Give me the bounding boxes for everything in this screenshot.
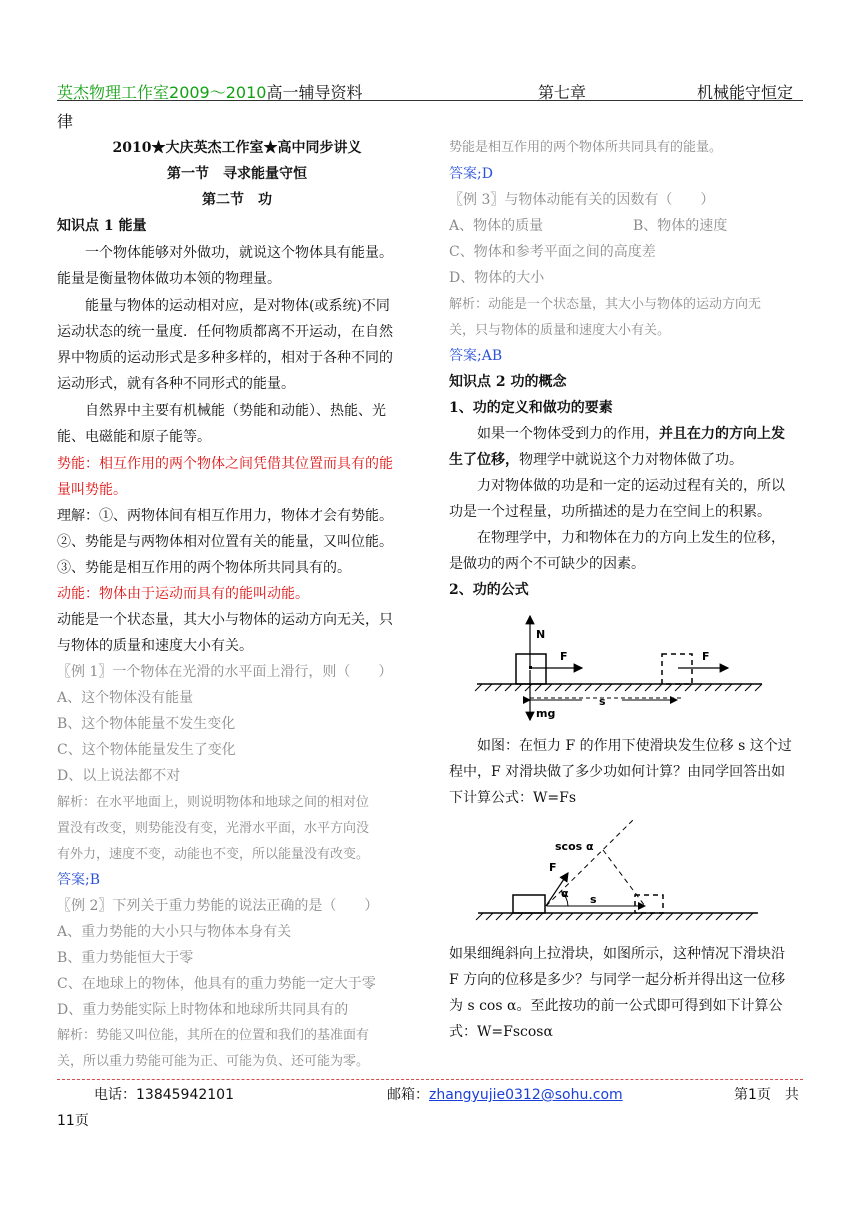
para-3a: 自然界中主要有机械能（势能和动能）、热能、光 — [85, 403, 386, 419]
label-force: F — [549, 861, 557, 874]
example-3-option-d: D、物体的大小 — [449, 270, 545, 286]
figure-inclined-force — [473, 815, 763, 927]
formula-para-1b: 程中，F 对滑块做了多少功如何计算？由同学回答出如 — [449, 764, 786, 780]
example-3-solution-2: 关，只与物体的质量和速度大小有关。 — [449, 323, 671, 338]
heading-work-definition: 1、功的定义和做功的要素 — [449, 400, 613, 416]
understand-1: 理解：①、两物体间有相互作用力，物体才会有势能。 — [57, 508, 393, 524]
example-2-solution-cont: 势能是相互作用的两个物体所共同具有的能量。 — [449, 140, 723, 155]
para-2c: 界中物质的运动形式是多种多样的，相对于各种不同的 — [57, 350, 393, 366]
work-para-1a-pre: 如果一个物体受到力的作用， — [477, 426, 659, 442]
def-potential-a: 势能：相互作用的两个物体之间凭借其位置而具有的能 — [57, 456, 393, 472]
label-projection: scos α — [555, 840, 594, 853]
header-topic: 机械能守恒定 — [697, 83, 794, 102]
heading-work-formula: 2、功的公式 — [449, 582, 529, 598]
footer-page: 第1页 共 — [734, 1087, 799, 1103]
work-para-1a-bold: 并且在力的方向上发 — [659, 426, 785, 442]
header-studio-name: 英杰物理工作室 — [57, 83, 170, 102]
label-angle: α — [561, 887, 569, 900]
example-3-option-b: B、物体的速度 — [633, 218, 728, 234]
para-3b: 能、电磁能和原子能等。 — [57, 429, 211, 445]
example-2-option-d: D、重力势能实际上时物体和地球所共同具有的 — [57, 1002, 349, 1018]
example-1-option-d: D、以上说法都不对 — [57, 768, 181, 784]
example-3-question: 〖例 3〗与物体动能有关的因数有（ ） — [449, 192, 715, 208]
label-force-final: F — [702, 650, 710, 663]
label-normal-force: N — [536, 628, 546, 641]
figure-horizontal-force — [472, 608, 772, 726]
header-subject: 高一辅导资料 — [266, 83, 363, 102]
example-1-option-c: C、这个物体能量发生了变化 — [57, 742, 236, 758]
example-1-option-a: A、这个物体没有能量 — [57, 690, 194, 706]
formula-para-1c: 下计算公式：W=Fs — [449, 790, 577, 806]
para-2b: 运动状态的统一量度．任何物质都离不开运动，在自然 — [57, 324, 393, 340]
header-years: 2009～2010 — [169, 83, 267, 102]
footer-email-label: 邮箱： — [387, 1087, 429, 1103]
def-kinetic: 动能：物体由于运动而具有的能叫动能。 — [57, 586, 309, 602]
example-1-solution-3: 有外力，速度不变，动能也不变，所以能量没有改变。 — [57, 847, 370, 862]
para-2a: 能量与物体的运动相对应，是对物体(或系统)不同 — [85, 298, 390, 314]
formula-para-2b: F 方向的位移是多少？与同学一起分析并得出这一位移 — [449, 972, 786, 988]
understand-3: ③、势能是相互作用的两个物体所共同具有的。 — [57, 560, 351, 576]
example-2-question: 〖例 2〗下列关于重力势能的说法正确的是（ ） — [57, 898, 379, 914]
section-title-2: 第二节 功 — [202, 192, 272, 208]
understand-2: ②、势能是与两物体相对位置有关的能量，又叫位能。 — [57, 534, 393, 550]
def-potential-b: 量叫势能。 — [57, 482, 127, 498]
para-1a: 一个物体能够对外做功，就说这个物体具有能量。 — [85, 245, 393, 261]
para-1b: 能量是衡量物体做功本领的物理量。 — [57, 271, 281, 287]
example-2-option-a: A、重力势能的大小只与物体本身有关 — [57, 924, 292, 940]
label-gravity: mg — [536, 707, 556, 720]
work-para-2a: 力对物体做的功是和一定的运动过程有关的，所以 — [477, 478, 785, 494]
block-initial — [513, 895, 545, 913]
example-3-solution-1: 解析：动能是一个状态量，其大小与物体的运动方向无 — [449, 297, 762, 312]
example-2-solution-2: 关，所以重力势能可能为正、可能为负、还可能为零。 — [57, 1054, 370, 1069]
formula-para-1a: 如图：在恒力 F 的作用下使滑块发生位移 s 这个过 — [477, 738, 792, 754]
header-topic-wrap: 律 — [57, 112, 74, 131]
example-3-option-c: C、物体和参考平面之间的高度差 — [449, 244, 656, 260]
footer-page-total: 11页 — [57, 1113, 89, 1129]
doc-title: 2010★大庆英杰工作室★高中同步讲义 — [112, 140, 362, 156]
footer-rule — [57, 1079, 803, 1080]
formula-para-2d: 式：W=Fscosα — [449, 1024, 553, 1040]
example-2-option-b: B、重力势能恒大于零 — [57, 950, 194, 966]
footer-email — [387, 1084, 623, 1104]
formula-para-2a: 如果细绳斜向上拉滑块，如图所示，这种情况下滑块沿 — [449, 946, 785, 962]
work-para-1b-bold: 生了位移， — [449, 452, 519, 468]
footer-phone: 电话：13845942101 — [94, 1087, 234, 1103]
label-displacement: s — [599, 695, 606, 708]
work-para-1b — [449, 447, 743, 473]
example-1-solution-1: 解析：在水平地面上，则说明物体和地球之间的相对位 — [57, 795, 370, 810]
work-para-3b: 是做功的两个不可缺少的因素。 — [449, 556, 645, 572]
example-1-question: 〖例 1〗一个物体在光滑的水平面上滑行，则（ ） — [57, 664, 393, 680]
example-1-option-b: B、这个物体能量不发生变化 — [57, 716, 236, 732]
knowledge-point-1: 知识点 1 能量 — [57, 218, 147, 234]
kinetic-note-1: 动能是一个状态量，其大小与物体的运动方向无关，只 — [57, 612, 393, 628]
example-2-solution-1: 解析：势能又叫位能，其所在的位置和我们的基准面有 — [57, 1028, 370, 1043]
header-rule — [57, 100, 803, 101]
example-3-option-a: A、物体的质量 — [449, 218, 544, 234]
kinetic-note-2: 与物体的质量和速度大小有关。 — [57, 638, 253, 654]
label-force-initial: F — [560, 650, 568, 663]
work-para-2b: 功是一个过程量，功所描述的是力在空间上的积累。 — [449, 504, 771, 520]
example-1-answer: 答案;B — [57, 872, 101, 888]
work-para-1a — [477, 421, 785, 447]
example-1-solution-2: 置没有改变，则势能没有变，光滑水平面，水平方向没 — [57, 821, 370, 836]
para-2d: 运动形式，就有各种不同形式的能量。 — [57, 376, 295, 392]
formula-para-2c: 为 s cos α。至此按功的前一公式即可得到如下计算公 — [449, 998, 783, 1014]
section-title-1: 第一节 寻求能量守恒 — [167, 166, 307, 182]
header-chapter: 第七章 — [538, 83, 587, 102]
knowledge-point-2: 知识点 2 功的概念 — [449, 374, 567, 390]
footer-email-link[interactable]: zhangyujie0312@sohu.com — [429, 1087, 623, 1103]
work-para-3a: 在物理学中，力和物体在力的方向上发生的位移， — [477, 530, 785, 546]
example-2-option-c: C、在地球上的物体，他具有的重力势能一定大于零 — [57, 976, 376, 992]
work-para-1b-post: 物理学中就说这个力对物体做了功。 — [519, 452, 743, 468]
example-3-answer: 答案;AB — [449, 348, 503, 364]
label-displacement: s — [590, 893, 597, 906]
example-2-answer: 答案;D — [449, 166, 493, 182]
block-final — [635, 895, 663, 913]
block-final — [662, 654, 692, 684]
